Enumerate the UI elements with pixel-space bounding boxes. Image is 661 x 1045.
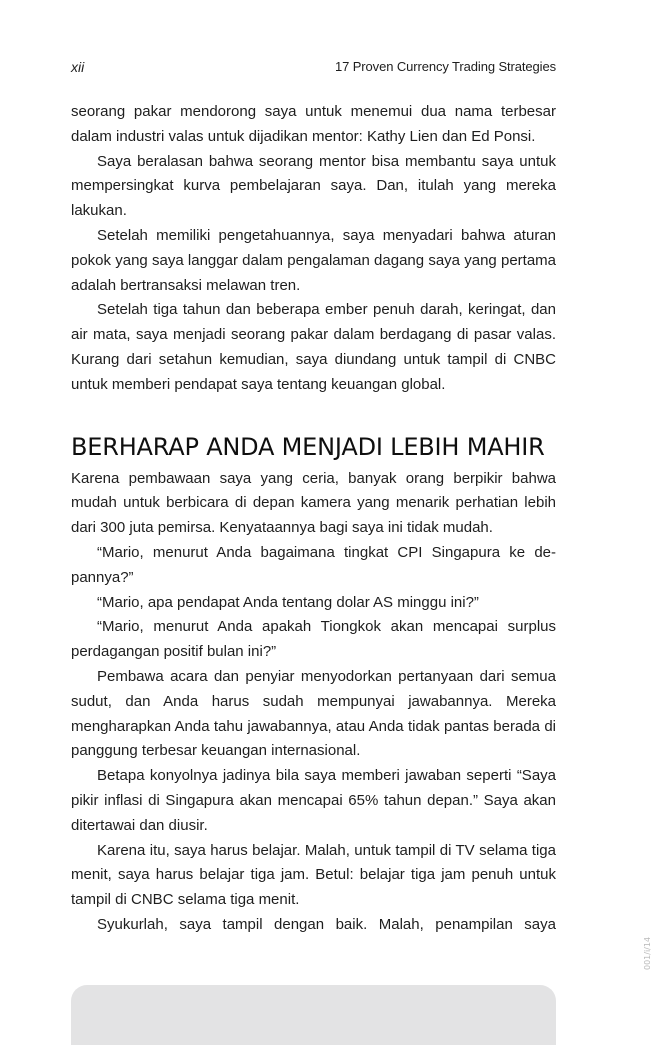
- paragraph: seorang pakar mendorong saya untuk menemui dua nama terbesar dalam industri valas untuk dijadikan mentor: Kathy Lien dan Ed Ponsi.: [71, 103, 556, 145]
- running-title: 17 Proven Currency Trading Strategies: [334, 59, 556, 74]
- paragraph: Pembawa acara dan penyiar menyodorkan pertanyaan dari semua sudut, dan Anda harus sudah mempunyai jawabannya. Mereka mengharapkan Anda tahu jawabannya, atau Anda tidak pantas berada di panggung terbesar keuangan internasional.: [71, 667, 556, 760]
- paragraph: Karena itu, saya harus belajar. Malah, untuk tampil di TV selama tiga menit, saya harus belajar tiga jam. Betul: belajar tiga jam penuh untuk tampil di CNBC selama tiga menit.: [71, 841, 556, 909]
- paragraph: Setelah memiliki pengetahuannya, saya menyadari bahwa aturan pokok yang saya langgar dalam pengalaman dagang saya yang pertama adalah bertransaksi melawan tren.: [71, 226, 556, 294]
- paragraph: Saya beralasan bahwa seorang mentor bisa membantu saya untuk mempersingkat kurva pembelajaran saya. Dan, itulah yang mereka lakukan.: [71, 152, 556, 220]
- paragraph: Karena pembawaan saya yang ceria, banyak orang berpikir bahwa mudah untuk berbicara di depan kamera yang menarik perhatian lebih dari 300 juta pemirsa. Kenyataannya bagi saya ini tidak mudah.: [71, 469, 556, 537]
- footer-box: [71, 985, 556, 1045]
- paragraph: Syukurlah, saya tampil dengan baik. Malah, penampilan saya: [97, 915, 556, 933]
- paragraph: “Mario, menurut Anda apakah Tiongkok akan mencapai surplus perdagangan positif bulan ini?”: [71, 618, 556, 661]
- section-heading: BERHARAP ANDA MENJADI LEBIH MAHIR: [71, 432, 545, 461]
- page-number: xii: [71, 59, 85, 75]
- paragraph: “Mario, menurut Anda bagaimana tingkat CPI Singapura ke depannya?”: [71, 543, 556, 586]
- paragraph: Setelah tiga tahun dan beberapa ember penuh darah, keringat, dan air mata, saya menjadi seorang pakar dalam berdagang di pasar valas. Kurang dari setahun kemudian, saya diundang untuk tampil di CNBC untuk memberi pendapat saya tentang keuangan global.: [71, 301, 556, 393]
- body-text: [71, 100, 556, 938]
- page-header: [71, 56, 556, 78]
- paragraph: Betapa konyolnya jadinya bila saya memberi jawaban seperti “Saya pikir inflasi di Singapura akan mencapai 65% tahun depan.” Saya akan ditertawai dan diusir.: [71, 767, 556, 834]
- paragraph: “Mario, apa pendapat Anda tentang dolar AS minggu ini?”: [97, 593, 479, 611]
- side-code: 001/i/14: [643, 936, 652, 970]
